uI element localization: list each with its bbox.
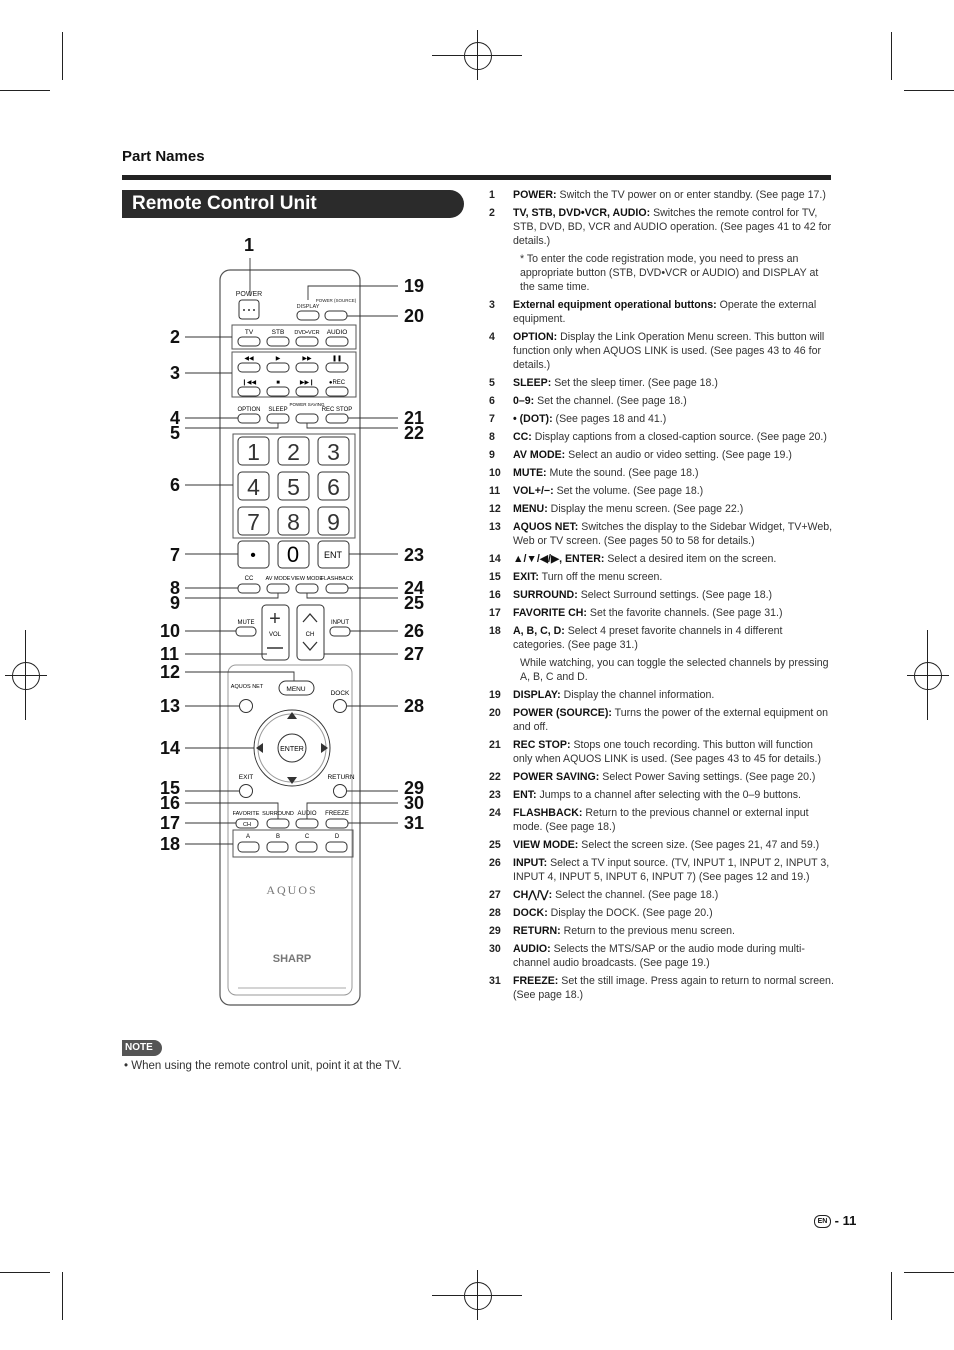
exit-button [240, 785, 253, 798]
item-term: DOCK: [513, 907, 548, 919]
digit-7-label: 7 [247, 509, 260, 535]
input-button [330, 627, 350, 636]
registration-mark [5, 675, 47, 676]
skip-forward-button [296, 387, 318, 396]
item-number: 11 [489, 485, 501, 497]
item-24 [489, 806, 834, 834]
callout-30: 30 [404, 793, 425, 813]
item-term: POWER: [513, 189, 557, 201]
callout-9: 9 [170, 593, 181, 613]
note-badge [122, 1040, 162, 1056]
callout-29: 29 [404, 778, 425, 798]
item-text: Select an audio or video setting. (See page 19.) [565, 449, 792, 461]
svg-text:❙◀◀: ❙◀◀ [241, 380, 257, 386]
title-bar [122, 190, 464, 218]
crop-mark [904, 90, 954, 91]
crop-mark [0, 1272, 50, 1273]
tv-button [238, 337, 260, 346]
item-18 [489, 624, 834, 652]
play-button [267, 363, 289, 372]
numeric-keypad [238, 437, 349, 535]
digit-8-label: 8 [287, 509, 300, 535]
item-9 [489, 448, 834, 462]
item-subnote: * To enter the code registration mode, you need to press an appropriate button (STB, DVD•VCR or AUDIO) and DISPLAY at the same time. [520, 253, 819, 293]
item-term: POWER (SOURCE): [513, 707, 612, 719]
item-text: Selects the MTS/SAP or the audio mode during multi-channel audio broadcasts. (See page 19.) [513, 943, 805, 969]
option-button [238, 414, 260, 423]
item-number: 25 [489, 839, 501, 851]
digit-1-label: 1 [247, 439, 260, 465]
aquos-net-label: AQUOS NET [230, 684, 264, 690]
av-mode-button [267, 584, 289, 593]
item-term: External equipment operational buttons: [513, 299, 717, 311]
zero-label: 0 [286, 542, 300, 567]
item-term: A, B, C, D: [513, 625, 565, 637]
item-2 [489, 206, 834, 248]
item-number: 27 [489, 889, 501, 901]
digit-6-label: 6 [327, 474, 340, 500]
item-28 [489, 906, 834, 920]
registration-mark [464, 42, 492, 70]
favorite-ch-label: CH [243, 822, 251, 828]
svg-text:▶▶❙: ▶▶❙ [299, 380, 315, 386]
item-number: 3 [489, 299, 495, 311]
svg-text:+: + [269, 608, 281, 630]
item-number: 30 [489, 943, 501, 955]
dvd-vcr-button [296, 337, 318, 346]
item-29 [489, 924, 834, 938]
av-mode-label: AV MODE [265, 576, 291, 582]
rec-stop-label: REC STOP [321, 407, 353, 413]
item-25 [489, 838, 834, 852]
digit-9-label: 9 [327, 509, 340, 535]
item-7 [489, 412, 834, 426]
view-mode-label: VIEW MODE [290, 576, 324, 582]
sleep-label: SLEEP [268, 407, 288, 413]
item-13 [489, 520, 834, 548]
callout-23: 23 [404, 545, 425, 565]
item-number: 22 [489, 771, 501, 783]
item-text: Switch the TV power on or enter standby. (See page 17.) [556, 189, 826, 201]
item-term: INPUT: [513, 857, 548, 869]
item-number: 2 [489, 207, 495, 219]
item-text: Display captions from a closed-caption source. (See page 20.) [531, 431, 827, 443]
item-10 [489, 466, 834, 480]
view-mode-button [296, 584, 318, 593]
item-subnote: While watching, you can toggle the selected channels by pressing A, B, C and D. [520, 657, 829, 683]
item-term: FAVORITE CH: [513, 607, 587, 619]
callout-6: 6 [170, 475, 181, 495]
item-4 [489, 330, 834, 372]
item-text: Display the DOCK. (See page 20.) [547, 907, 713, 919]
item-text: Mute the sound. (See page 18.) [546, 467, 699, 479]
item-12 [489, 502, 834, 516]
item-text: Select a TV input source. (TV, INPUT 1, INPUT 2, INPUT 3, INPUT 4, INPUT 5, INPUT 6, INPUT 7) (See pages 12 and 19.) [513, 857, 830, 883]
item-number: 14 [489, 553, 501, 565]
item-term: MENU: [513, 503, 548, 515]
header-rule [122, 175, 831, 180]
power-saving-label: POWER SAVING [289, 402, 325, 407]
return-button [334, 785, 347, 798]
svg-text:◀◀: ◀◀ [244, 356, 254, 362]
registration-mark [464, 1282, 492, 1310]
item-number: 15 [489, 571, 501, 583]
sharp-logo: SHARP [272, 953, 312, 965]
power-saving-button [296, 414, 318, 423]
sleep-button [267, 414, 289, 423]
item-text: Jumps to a channel after selecting with the 0–9 buttons. [536, 789, 801, 801]
item-term: POWER SAVING: [513, 771, 600, 783]
c-label: C [304, 834, 310, 840]
section-label: Part Names [122, 148, 205, 165]
callout-13: 13 [160, 696, 181, 716]
item-term: SLEEP: [513, 377, 552, 389]
callout-11: 11 [160, 644, 180, 664]
item-text: Return to the previous channel or external input mode. (See page 18.) [513, 807, 809, 833]
mute-button [236, 627, 256, 636]
crop-mark [891, 32, 892, 80]
callout-31: 31 [404, 813, 425, 833]
registration-mark [907, 675, 949, 676]
audio-label: AUDIO [326, 329, 348, 336]
power-source-label: POWER (SOURCE) [315, 298, 357, 303]
part-descriptions [489, 188, 834, 1006]
callout-16: 16 [160, 793, 181, 813]
item-15 [489, 570, 834, 584]
callout-2: 2 [170, 327, 181, 347]
freeze-label: FREEZE [325, 811, 349, 817]
item-6 [489, 394, 834, 408]
pause-button [326, 363, 348, 372]
item-21 [489, 738, 834, 766]
item-term: FREEZE: [513, 975, 559, 987]
callout-8: 8 [170, 578, 181, 598]
fast-forward-button [296, 363, 318, 372]
crop-mark [62, 32, 63, 80]
ch-label: CH [305, 632, 315, 638]
note-badge-label: NOTE [125, 1042, 153, 1053]
vol-label: VOL [268, 632, 282, 638]
item-text: Select 4 preset favorite channels in 4 different categories. (See page 31.) [513, 625, 783, 651]
callout-25: 25 [404, 593, 425, 613]
dock-label: DOCK [330, 690, 350, 697]
item-term: CH⋀/⋁: [513, 889, 553, 901]
item-5 [489, 376, 834, 390]
registration-mark [12, 662, 40, 690]
callout-7: 7 [170, 545, 181, 565]
registration-mark [477, 1270, 478, 1320]
surround-button [267, 819, 289, 828]
item-number: 9 [489, 449, 495, 461]
svg-text:❚❚: ❚❚ [331, 356, 343, 362]
item-text: (See pages 18 and 41.) [552, 413, 667, 425]
menu-label: MENU [286, 686, 306, 693]
registration-mark [927, 630, 928, 720]
power-label: POWER [235, 291, 263, 298]
item-number: 13 [489, 521, 501, 533]
item-text: Select the screen size. (See pages 21, 47 and 59.) [578, 839, 820, 851]
item-number: 17 [489, 607, 501, 619]
callout-4: 4 [170, 408, 181, 428]
item-number: 31 [489, 975, 501, 987]
audio-mode-button [296, 819, 318, 828]
item-term: VIEW MODE: [513, 839, 579, 851]
item-term: • (DOT): [513, 413, 553, 425]
item-14 [489, 552, 834, 566]
aquos-net-button [240, 700, 253, 713]
digit-4-label: 4 [247, 474, 260, 500]
remote-illustration [120, 230, 460, 1020]
d-label: D [334, 834, 340, 840]
item-number: 19 [489, 689, 501, 701]
digit-2-label: 2 [287, 439, 300, 465]
callout-21: 21 [404, 408, 425, 428]
skip-back-button [238, 387, 260, 396]
callout-26: 26 [404, 621, 425, 641]
callout-3: 3 [170, 363, 181, 383]
item-number: 24 [489, 807, 501, 819]
item-text: Select Surround settings. (See page 18.) [577, 589, 773, 601]
b-label: B [275, 834, 281, 840]
svg-text:■: ■ [276, 380, 280, 386]
item-number: 1 [489, 189, 495, 201]
rec-button [326, 387, 348, 396]
item-text: Operate the external equipment. [513, 299, 817, 325]
b-button [267, 842, 288, 852]
rec-label: ●REC [328, 380, 346, 386]
item-text: Switches the remote control for TV, STB, DVD, BD, VCR and AUDIO operation. (See pages 41 to 42 for details.) [513, 207, 831, 247]
rec-stop-button [326, 414, 348, 423]
registration-mark [25, 630, 26, 720]
item-term: RETURN: [513, 925, 561, 937]
item-number: 20 [489, 707, 501, 719]
page-title: Remote Control Unit [132, 193, 317, 214]
callout-28: 28 [404, 696, 425, 716]
rewind-button [238, 363, 260, 372]
item-27 [489, 888, 834, 902]
flashback-label: FLASHBACK [320, 576, 354, 582]
crop-mark [0, 90, 50, 91]
item-term: VOL+/−: [513, 485, 554, 497]
item-number: 21 [489, 739, 501, 751]
item-term: SURROUND: [513, 589, 578, 601]
svg-text:▶▶: ▶▶ [302, 356, 312, 362]
enter-label: ENTER [280, 746, 304, 753]
crop-mark [62, 1272, 63, 1320]
callout-17: 17 [160, 813, 181, 833]
item-term: DISPLAY: [513, 689, 561, 701]
crop-mark [904, 1272, 954, 1273]
item-8 [489, 430, 834, 444]
dock-button [334, 700, 347, 713]
ent-label: ENT [324, 550, 342, 560]
d-button [326, 842, 347, 852]
mute-label: MUTE [237, 620, 255, 626]
item-text: Set the favorite channels. (See page 31.) [586, 607, 783, 619]
svg-text:▶: ▶ [275, 356, 281, 362]
item-number: 7 [489, 413, 495, 425]
item-number: 16 [489, 589, 501, 601]
item-number: 6 [489, 395, 495, 407]
item-term: ▲/▼/◀/▶, ENTER: [513, 553, 605, 565]
favorite-label: FAVORITE [232, 811, 260, 817]
stb-button [267, 337, 289, 346]
item-16 [489, 588, 834, 602]
item-11 [489, 484, 834, 498]
item-term: OPTION: [513, 331, 558, 343]
dvd-vcr-label: DVD•VCR [294, 330, 320, 336]
item-1 [489, 188, 834, 202]
callout-5: 5 [170, 423, 181, 443]
stop-button [267, 387, 289, 396]
item-text: Set the volume. (See page 18.) [553, 485, 704, 497]
item-term: TV, STB, DVD•VCR, AUDIO: [513, 207, 651, 219]
exit-label: EXIT [238, 774, 254, 781]
item-text: Set the still image. Press again to return to normal screen. (See page 18.) [513, 975, 834, 1001]
crop-mark [891, 1272, 892, 1320]
item-text: Display the channel information. [560, 689, 715, 701]
item-number: 18 [489, 625, 501, 637]
callout-24: 24 [404, 578, 425, 598]
a-label: A [245, 834, 251, 840]
callout-20: 20 [404, 306, 425, 326]
item-text: Switches the display to the Sidebar Widget, TV+Web, Web or TV screen. (See pages 50 to 58 for details.) [513, 521, 833, 547]
item-term: REC STOP: [513, 739, 571, 751]
registration-mark [477, 30, 478, 80]
item-term: 0–9: [513, 395, 535, 407]
digit-5-label: 5 [287, 474, 300, 500]
item-number: 4 [489, 331, 495, 343]
option-label: OPTION [237, 407, 261, 413]
freeze-button [326, 819, 348, 828]
callout-1: 1 [244, 235, 255, 255]
item-23 [489, 788, 834, 802]
power-source-button [325, 311, 347, 320]
item-number: 5 [489, 377, 495, 389]
item-text: Stops one touch recording. This button will function only when AQUOS LINK is used. (See pages 43 to 45 for details.) [513, 739, 821, 765]
item-number: 12 [489, 503, 501, 515]
flashback-button [326, 584, 348, 593]
dot-label: • [250, 547, 256, 564]
cc-label: CC [244, 576, 254, 582]
input-label: INPUT [331, 620, 349, 626]
aquos-logo: AQUOS [266, 883, 318, 897]
item-30 [489, 942, 834, 970]
page-number: 11 [842, 1213, 857, 1228]
item-text: Turn off the menu screen. [538, 571, 663, 583]
audio-button [326, 337, 348, 346]
item-17 [489, 606, 834, 620]
digit-3-label: 3 [327, 439, 340, 465]
item-31 [489, 974, 834, 1002]
c-button [296, 842, 317, 852]
page-footer: EN - 11 [814, 1213, 856, 1228]
tv-label: TV [244, 329, 254, 336]
item-number: 28 [489, 907, 501, 919]
callout-18: 18 [160, 834, 181, 854]
item-term: ENT: [513, 789, 537, 801]
item-3 [489, 298, 834, 326]
surround-label: SURROUND [262, 811, 294, 817]
item-text: Set the channel. (See page 18.) [534, 395, 687, 407]
item-text: Select a desired item on the screen. [604, 553, 777, 565]
item-22 [489, 770, 834, 784]
callout-22: 22 [404, 423, 425, 443]
item-19 [489, 688, 834, 702]
item-text: Display the Link Operation Menu screen. This button will function only when AQUOS LINK is used. (See pages 43 to 46 for details.) [513, 331, 825, 371]
callout-15: 15 [160, 778, 181, 798]
item-text: Set the sleep timer. (See page 18.) [551, 377, 718, 389]
callout-19: 19 [404, 276, 425, 296]
item-20 [489, 706, 834, 734]
item-term: EXIT: [513, 571, 539, 583]
item-term: AUDIO: [513, 943, 551, 955]
callout-10: 10 [160, 621, 181, 641]
registration-mark [914, 662, 942, 690]
item-number: 10 [489, 467, 501, 479]
language-badge: EN [814, 1215, 831, 1228]
stb-label: STB [271, 329, 285, 336]
display-label: DISPLAY [296, 304, 320, 310]
cc-button [238, 584, 260, 593]
item-text: Return to the previous menu screen. [560, 925, 735, 937]
note-text: • When using the remote control unit, point it at the TV. [124, 1060, 402, 1072]
item-term: FLASHBACK: [513, 807, 583, 819]
item-term: CC: [513, 431, 532, 443]
item-number: 29 [489, 925, 501, 937]
item-text: Select the channel. (See page 18.) [552, 889, 719, 901]
callout-14: 14 [160, 738, 181, 758]
item-text: Select Power Saving settings. (See page 20.) [599, 771, 816, 783]
item-term: AV MODE: [513, 449, 566, 461]
a-button [238, 842, 259, 852]
item-number: 26 [489, 857, 501, 869]
display-button [297, 311, 319, 320]
item-text: Display the menu screen. (See page 22.) [547, 503, 744, 515]
item-term: AQUOS NET: [513, 521, 579, 533]
item-number: 8 [489, 431, 495, 443]
item-term: MUTE: [513, 467, 547, 479]
item-number: 23 [489, 789, 501, 801]
callout-12: 12 [160, 662, 181, 682]
audio2-label: AUDIO [297, 811, 317, 817]
item-26 [489, 856, 834, 884]
return-label: RETURN [327, 774, 355, 781]
callout-27: 27 [404, 644, 425, 664]
item-text: Turns the power of the external equipment on and off. [513, 707, 829, 733]
